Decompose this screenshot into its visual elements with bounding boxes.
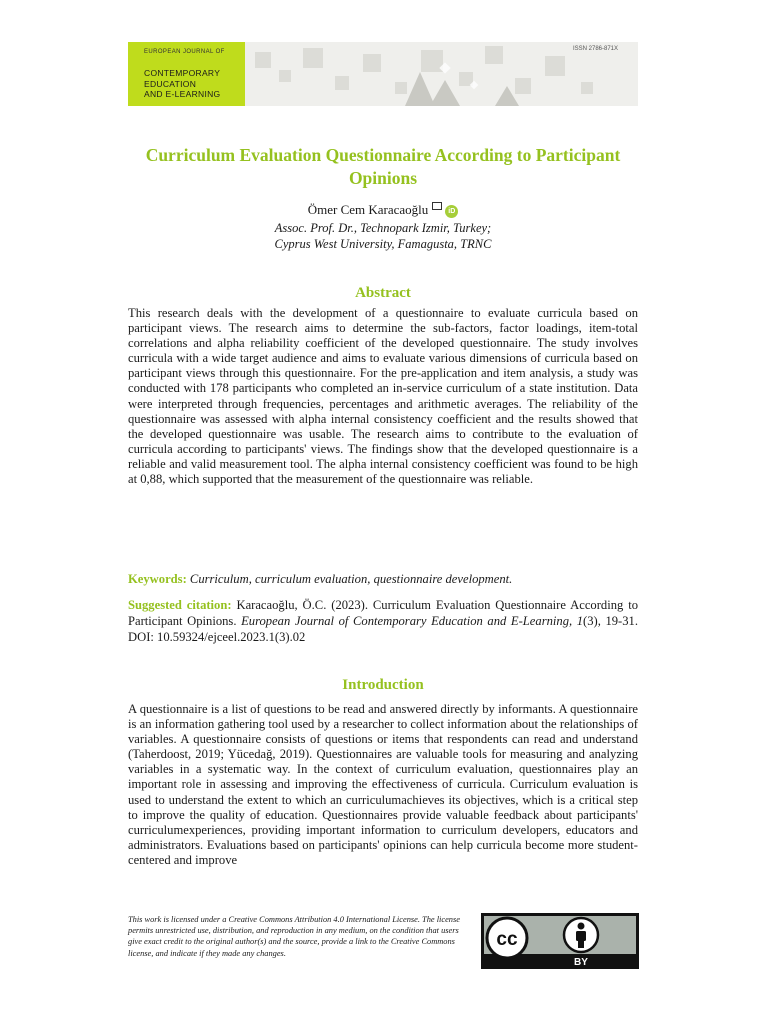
cc-by-license-badge[interactable]: [481, 913, 639, 969]
journal-title: [144, 68, 244, 100]
journal-small-label: EUROPEAN JOURNAL OF: [144, 49, 225, 55]
citation-doi[interactable]: (3), 19-31. DOI: 10.59324/ejceel.2023.1(3).02: [128, 614, 638, 644]
author-name: Ömer Cem Karacaoğlu: [307, 202, 429, 217]
author-line: [128, 202, 638, 218]
keywords-label: Keywords:: [128, 572, 187, 586]
suggested-citation: [128, 597, 638, 645]
banner-green-block: [128, 42, 245, 106]
abstract-text: This research deals with the development of a questionnaire to evaluate curricula based on participant views. The research aims to determine the sub-factors, factor loadings, item-total correlations and alpha reliability coefficient of the developed questionnaire. The study involves curricula with a wide target audience and aims to evaluate various dimensions of curricula based on participant views through this questionnaire. For the pre-application and item analysis, a study was conducted with 178 participants who completed an in-service curriculum of a state institution. Data were interpreted through frequencies, percentages and arithmetic averages. The reliability of the questionnaire was assessed with alpha internal consistency coefficient and the results showed that the developed questionnaire was usable. The research aims to contribute to the evaluation of curricula according to participants' views. The findings show that the developed questionnaire is a reliable and valid measurement tool. The alpha internal consistency coefficient was found to be high at 0,88, which supported that the measurement of the questionnaire was reliable.: [128, 306, 638, 487]
keywords: [128, 571, 638, 587]
journal-title-line: CONTEMPORARY: [144, 68, 221, 78]
abstract-heading: Abstract: [355, 285, 411, 301]
affiliation-line: Assoc. Prof. Dr., Technopark Izmir, Turkey;: [274, 221, 492, 235]
keywords-text: Curriculum, curriculum evaluation, questionnaire development.: [189, 572, 513, 586]
article-title: Curriculum Evaluation Questionnaire According to Participant Opinions: [145, 145, 621, 188]
introduction-text: A questionnaire is a list of questions to be read and answered directly by informants. A questionnaire is an information gathering tool used by a researcher to collect information about the relationships of variables. A questionnaire consists of questions or items that respondents can read and understand (Taherdoost, 2019; Yücedağ, 2019). Questionnaires are valuable tools for measuring and analyzing variables in a systematic way. In the context of curriculum evaluation, questionnaires play an important role in assessing and improving the effectiveness of curricula. Curriculum evaluation is used to understand the extent to which an curriculumachieves its objectives, which is a critical step to improve the quality of education. Questionnaires provide valuable feedback about participants' curriculumexperiences, providing important information to curriculum developers, educators and administrators. Evaluations based on participants' opinions can help curricula become more student-centered and improve: [128, 702, 638, 867]
attribution-person-icon: [564, 918, 598, 952]
mail-icon[interactable]: [432, 202, 442, 210]
journal-title-line: EDUCATION: [144, 78, 197, 89]
journal-banner: [128, 42, 638, 106]
author-affiliation: [128, 220, 638, 252]
orcid-icon[interactable]: iD: [445, 205, 458, 218]
citation-text: Karacaoğlu, Ö.C. (2023). Curriculum Evaluation Questionnaire According to Participant Opinions.: [128, 598, 638, 628]
affiliation-line: Cyprus West University, Famagusta, TRNC: [274, 237, 492, 251]
introduction-heading: Introduction: [342, 677, 424, 693]
license-notice: This work is licensed under a Creative Commons Attribution 4.0 International License. The license permits unrestricted use, distribution, and reproduction in any medium, on the condition that users give exact credit to the original author(s) and the source, provide a link to the Creative Commons license, and indicate if they made any changes.: [128, 915, 460, 958]
citation-journal: European Journal of Contemporary Education and E-Learning, 1: [241, 614, 584, 628]
cc-logo-icon: [487, 918, 527, 958]
cc-badge-graphic: [481, 913, 639, 969]
cc-logo-text: cc: [496, 929, 518, 950]
citation-label: Suggested citation:: [128, 598, 232, 612]
issn-label: ISSN 2786-871X: [572, 46, 618, 52]
journal-title-line: AND E-LEARNING: [144, 89, 221, 99]
by-label: BY: [574, 957, 588, 968]
